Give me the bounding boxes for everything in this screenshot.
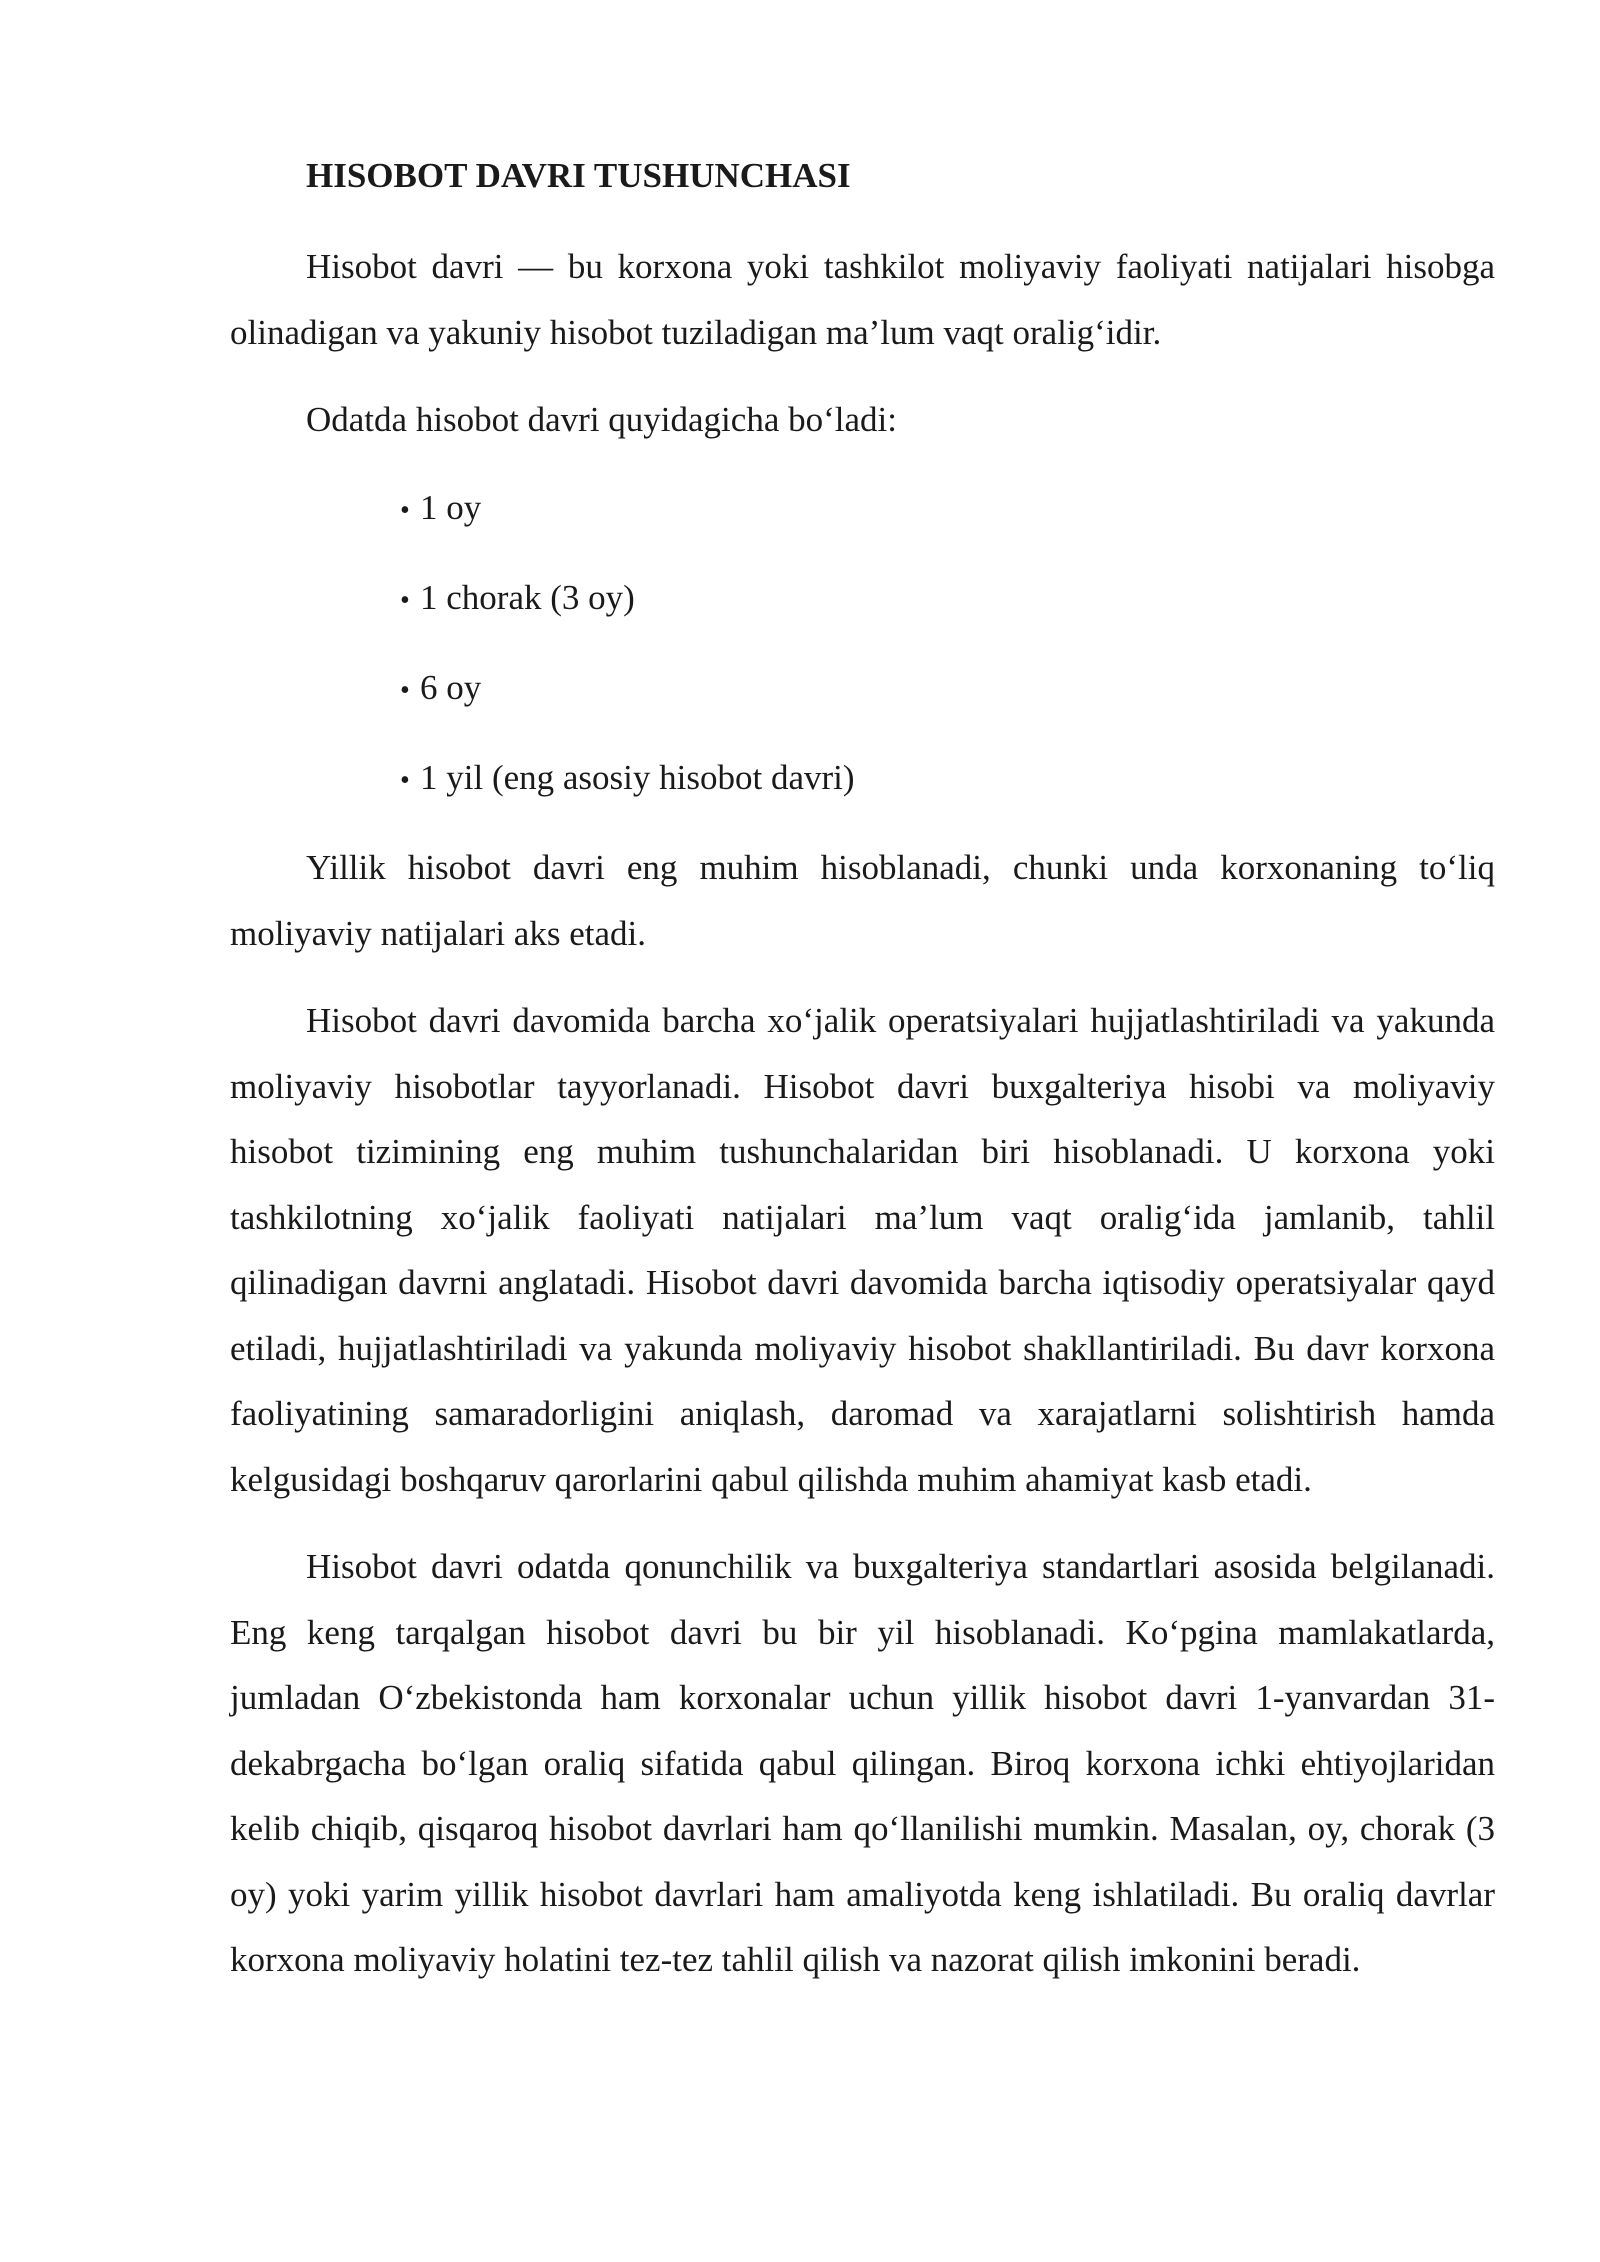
document-heading: HISOBOT DAVRI TUSHUNCHASI [306, 156, 851, 195]
bullet-icon: • [400, 494, 410, 526]
period-list [230, 475, 1495, 814]
list-item-text: 1 chorak (3 oy) [420, 577, 635, 617]
list-item-text: 1 oy [420, 487, 482, 527]
paragraph-legislation: Hisobot davri odatda qonunchilik va buxgalteriya standartlari asosida belgilanadi. Eng keng tarqalgan hisobot davri bu bir yil hisoblanadi. Ko‘pgina mamlakatlarda, jumladan O‘zbekistonda ham korxonalar uchun yillik hisobot davri 1-yanvardan 31-dekabrgacha bo‘lgan oraliq sifatida qabul qilingan. Biroq korxona ichki ehtiyojlaridan kelib chiqib, qisqaroq hisobot davrlari ham qo‘llanilishi mumkin. Masalan, oy, chorak (3 oy) yoki yarim yillik hisobot davrlari ham amaliyotda keng ishlatiladi. Bu oraliq davrlar korxona moliyaviy holatini tez-tez tahlil qilish va nazorat qilish imkonini beradi. [230, 1547, 1495, 1979]
list-item [400, 565, 1495, 634]
list-item [400, 745, 1495, 814]
list-item [400, 475, 1495, 544]
bullet-icon: • [400, 584, 410, 616]
list-item [400, 655, 1495, 724]
document-body [230, 148, 1495, 1993]
paragraph-annual-period: Yillik hisobot davri eng muhim hisoblanadi, chunki unda korxonaning to‘liq moliyaviy natijalari aks etadi. [230, 848, 1495, 953]
paragraph-during-period: Hisobot davri davomida barcha xo‘jalik operatsiyalari hujjatlashtiriladi va yakunda moliyaviy hisobotlar tayyorlanadi. Hisobot davri buxgalteriya hisobi va moliyaviy hisobot tizimining eng muhim tushunchalaridan biri hisoblanadi. U korxona yoki tashkilotning xo‘jalik faoliyati natijalari ma’lum vaqt oralig‘ida jamlanib, tahlil qilinadigan davrni anglatadi. Hisobot davri davomida barcha iqtisodiy operatsiyalar qayd etiladi, hujjatlashtiriladi va yakunda moliyaviy hisobot shakllantiriladi. Bu davr korxona faoliyatining samaradorligini aniqlash, daromad va xarajatlarni solishtirish hamda kelgusidagi boshqaruv qarorlarini qabul qilishda muhim ahamiyat kasb etadi. [230, 1001, 1495, 1499]
paragraph-definition: Hisobot davri — bu korxona yoki tashkilot moliyaviy faoliyati natijalari hisobga olinadigan va yakuniy hisobot tuziladigan ma’lum vaqt oralig‘idir. [230, 247, 1495, 352]
list-item-text: 1 yil (eng asosiy hisobot davri) [420, 757, 855, 797]
bullet-icon: • [400, 674, 410, 706]
bullet-icon: • [400, 764, 410, 796]
paragraph-list-intro: Odatda hisobot davri quyidagicha bo‘ladi: [306, 400, 897, 439]
list-item-text: 6 oy [420, 667, 482, 707]
